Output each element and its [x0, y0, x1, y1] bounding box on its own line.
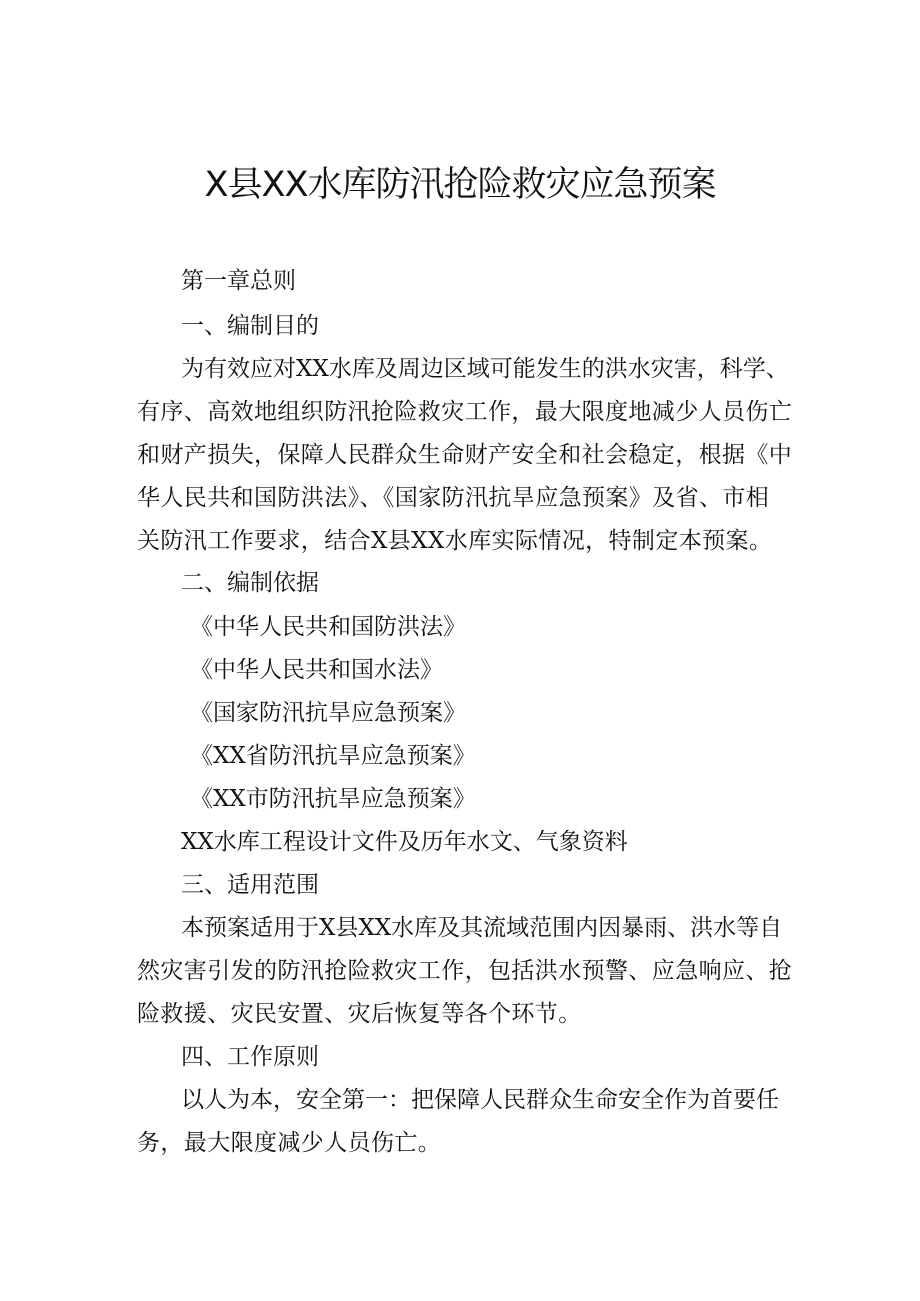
reference-item: 《中华人民共和国水法》 [190, 657, 443, 683]
section-heading-principles: 四、工作原则 [181, 1044, 319, 1070]
paragraph-line: 和财产损失，保障人民群众生命财产安全和社会稳定，根据《中 [137, 442, 793, 468]
chapter-heading: 第一章总则 [181, 268, 296, 294]
paragraph-line: 然灾害引发的防汛抢险救灾工作，包括洪水预警、应急响应、抢 [137, 958, 793, 984]
paragraph-line: 务，最大限度减少人员伤亡。 [137, 1130, 442, 1156]
paragraph-line: 有序、高效地组织防汛抢险救灾工作，最大限度地减少人员伤亡 [137, 399, 793, 425]
reference-item: XX水库工程设计文件及历年水文、气象资料 [181, 829, 628, 855]
paragraph-line: 本预案适用于X县XX水库及其流域范围内因暴雨、洪水等自 [181, 915, 783, 941]
paragraph-line: 险救援、灾民安置、灾后恢复等各个环节。 [137, 1001, 582, 1027]
paragraph-line: 关防汛工作要求，结合X县XX水库实际情况，特制定本预案。 [137, 528, 773, 554]
paragraph-line: 华人民共和国防洪法》、《国家防汛抗旱应急预案》及省、市相 [137, 485, 770, 511]
reference-item: 《XX省防汛抗旱应急预案》 [190, 743, 476, 769]
section-heading-basis: 二、编制依据 [181, 570, 319, 596]
paragraph-line: 以人为本，安全第一：把保障人民群众生命安全作为首要任 [181, 1087, 779, 1113]
paragraph-line: 为有效应对XX水库及周边区域可能发生的洪水灾害，科学、 [181, 356, 789, 382]
document-title: X县XX水库防汛抢险救灾应急预案 [204, 165, 716, 205]
section-heading-scope: 三、适用范围 [181, 872, 319, 898]
reference-item: 《XX市防汛抗旱应急预案》 [190, 786, 476, 812]
section-heading-purpose: 一、编制目的 [181, 313, 319, 339]
reference-item: 《中华人民共和国防洪法》 [190, 614, 466, 640]
reference-item: 《国家防汛抗旱应急预案》 [190, 700, 466, 726]
